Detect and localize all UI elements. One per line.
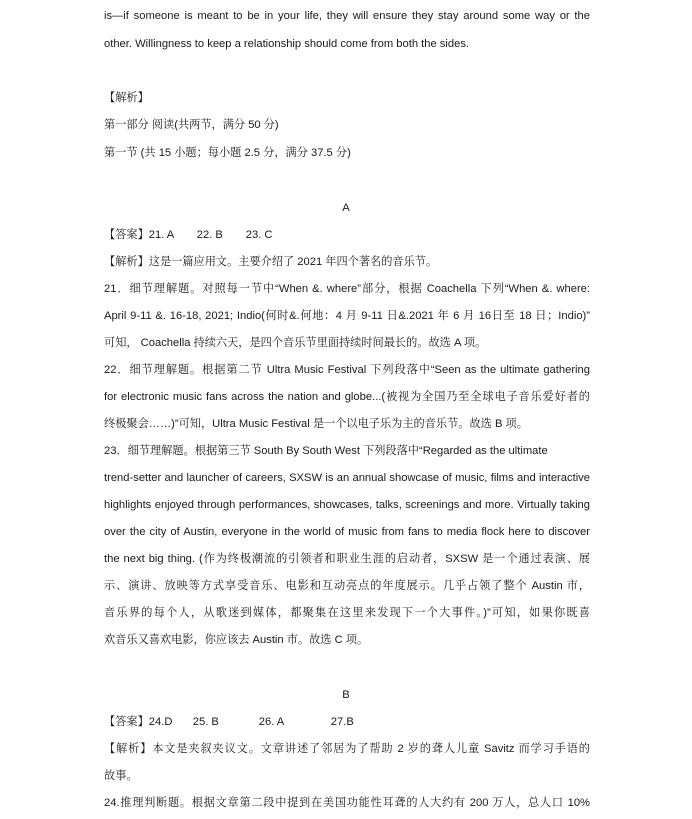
answer-27: 27.B bbox=[330, 716, 354, 728]
answer-tag: 【答案】 bbox=[104, 716, 149, 728]
section-one-heading: 第一节 (共 15 小题；每小题 2.5 分，满分 37.5 分) bbox=[104, 147, 351, 159]
q22-line-3: 终极聚会……)”可知，Ultra Music Festival 是一个以电子乐为主的音乐节。故选 B 项。 bbox=[104, 418, 528, 430]
part-one-heading: 第一部分 阅读(共两节，满分 50 分) bbox=[104, 119, 279, 131]
analysis-text: 这是一篇应用文。主要介绍了 2021 年四个著名的音乐节。 bbox=[148, 256, 438, 268]
passage-b-answers bbox=[104, 715, 590, 729]
analysis-tag: 【解析】 bbox=[104, 256, 149, 268]
q23-line-7: 音乐界的每个人，从歌迷到媒体，都聚集在这里来发现下一个大事件。)”可知，如果你既喜 bbox=[104, 607, 590, 619]
answer-26: 26. A bbox=[258, 716, 285, 728]
q23-line-4: over the city of Austin, everyone in the world of music from fans to media flock here to discover bbox=[104, 526, 590, 538]
q23-line-8: 欢音乐又喜欢电影，你应该去 Austin 市。故选 C 项。 bbox=[104, 634, 369, 646]
q23-line-6: 示、演讲、放映等方式享受音乐、电影和互动亮点的年度展示。几乎占领了整个 Austin 市， bbox=[104, 580, 590, 592]
q23-line-2: trend-setter and launcher of careers, SXSW is an annual showcase of music, films and interactive bbox=[104, 472, 590, 484]
passage-b-analysis bbox=[104, 742, 590, 756]
passage-a-label: A bbox=[342, 202, 350, 214]
q22-line-2: for electronic music fans across the nation and globe...(被视为全国乃至全球电子音乐爱好者的 bbox=[104, 391, 590, 403]
q21-line-2: April 9-11 &. 16-18, 2021; Indio(何时&.何地：4 月 9-11 日&.2021 年 6 月 16日至 18 日；Indio)” bbox=[104, 310, 590, 322]
passage-b-label: B bbox=[342, 689, 350, 701]
answer-tag: 【答案】 bbox=[104, 229, 149, 241]
passage-a-analysis bbox=[104, 255, 590, 269]
answer-21: 21. A bbox=[148, 229, 175, 241]
passage-b-analysis-cont: 故事。 bbox=[104, 770, 138, 782]
answer-25: 25. B bbox=[192, 716, 219, 728]
q23-line-5: the next big thing. (作为终极潮流的引领者和职业生涯的启动者，SXSW 是一个通过表演、展 bbox=[104, 553, 590, 565]
q23-line-3: highlights enjoyed through performances, showcases, talks, screenings and more. Virtually taking bbox=[104, 499, 590, 511]
answer-22: 22. B bbox=[196, 229, 223, 241]
answer-23: 23. C bbox=[245, 229, 273, 241]
q21-line-1: 21．细节理解题。对照每一节中“When &. where”部分，根据 Coachella 下列“When &. where: bbox=[104, 283, 590, 295]
answer-24: 24.D bbox=[148, 716, 173, 728]
q22-line-1: 22．细节理解题。根据第二节 Ultra Music Festival 下列段落中“Seen as the ultimate gathering bbox=[104, 364, 590, 376]
analysis-tag: 【解析】 bbox=[104, 743, 153, 755]
q24-line-1: 24.推理判断题。根据文章第二段中提到在美国功能性耳聋的人大约有 200 万人，总人口 10% bbox=[104, 797, 590, 809]
analysis-heading: 【解析】 bbox=[104, 92, 149, 104]
q21-line-3: 可知， Coachella 持续六天，是四个音乐节里面持续时间最长的。故选 A 项。 bbox=[104, 337, 487, 349]
intro-line-2: other. Willingness to keep a relationship should come from both the sides. bbox=[104, 38, 470, 50]
intro-line-1: is—if someone is meant to be in your life, they will ensure they stay around some way or the bbox=[104, 10, 590, 22]
passage-a-answers bbox=[104, 228, 590, 242]
analysis-text: 本文是夹叙夹议文。文章讲述了邻居为了帮助 2 岁的聋人儿童 Savitz 而学习手语的 bbox=[152, 743, 590, 755]
q23-line-1: 23．细节理解题。根据第三节 South By South West 下列段落中“Regarded as the ultimate bbox=[104, 445, 548, 457]
